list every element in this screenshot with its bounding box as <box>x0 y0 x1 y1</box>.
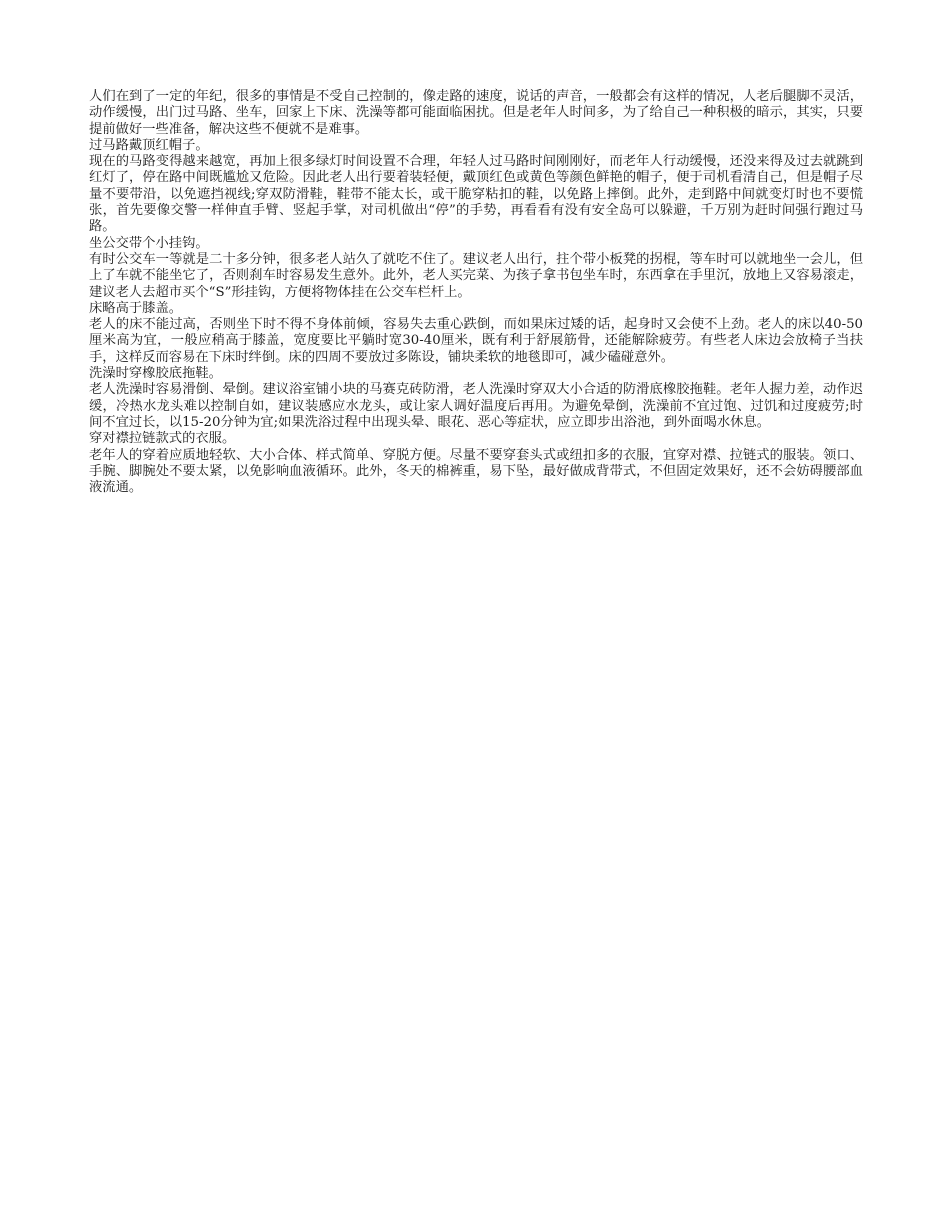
section-body-crossing-road: 现在的马路变得越来越宽，再加上很多绿灯时间设置不合理，年轻人过马路时间刚刚好，而老年人行动缓慢，还没来得及过去就跳到红灯了，停在路中间既尴尬又危险。因此老人出行要着装轻便，戴顶红色或黄色等颜色鲜艳的帽子，便于司机看清自己，但是帽子尽量不要带沿，以免遮挡视线;穿双防滑鞋，鞋带不能太长，或干脆穿粘扣的鞋，以免路上摔倒。此外，走到路中间就变灯时也不要慌张，首先要像交警一样伸直手臂、竖起手掌，对司机做出“停”的手势，再看看有没有安全岛可以躲避，千万别为赶时间强行跑过马路。 <box>89 154 863 235</box>
section-body-clothing: 老年人的穿着应质地轻软、大小合体、样式简单、穿脱方便。尽量不要穿套头式或纽扣多的衣服，宜穿对襟、拉链式的服装。领口、手腕、脚腕处不要太紧，以免影响血液循环。此外，冬天的棉裤重，易下坠，最好做成背带式，不但固定效果好，还不会妨碍腰部血液流通。 <box>89 447 863 496</box>
section-heading-bed: 床略高于膝盖。 <box>89 300 183 316</box>
section-body-bed: 老人的床不能过高，否则坐下时不得不身体前倾，容易失去重心跌倒，而如果床过矮的话，起身时又会使不上劲。老人的床以40-50厘米高为宜，一般应稍高于膝盖，宽度要比平躺时宽30-40厘米，既有利于舒展筋骨，还能解除疲劳。有些老人床边会放椅子当扶手，这样反而容易在下床时绊倒。床的四周不要放过多陈设，铺块柔软的地毯即可，减少磕碰意外。 <box>89 317 863 365</box>
section-heading-bathing: 洗澡时穿橡胶底拖鞋。 <box>89 366 222 382</box>
section-heading-bus: 坐公交带个小挂钩。 <box>89 235 209 251</box>
intro-paragraph: 人们在到了一定的年纪，很多的事情是不受自己控制的，像走路的速度，说话的声音，一般都会有这样的情况，人老后腿脚不灵活，动作缓慢，出门过马路、坐车，回家上下床、洗澡等都可能面临困扰。但是老年人时间多，为了给自己一种积极的暗示，其实，只要提前做好一些准备，解决这些不便就不是难事。 <box>89 89 863 137</box>
section-body-bathing: 老人洗澡时容易滑倒、晕倒。建议浴室铺小块的马赛克砖防滑，老人洗澡时穿双大小合适的防滑底橡胶拖鞋。老年人握力差，动作迟缓，冷热水龙头难以控制自如，建议装感应水龙头，或让家人调好温度后再用。为避免晕倒，洗澡前不宜过饱、过饥和过度疲劳;时间不宜过长，以15-20分钟为宜;如果洗浴过程中出现头晕、眼花、恶心等症状，应立即步出浴池，到外面喝水休息。 <box>89 382 863 430</box>
document-body <box>89 89 863 496</box>
section-body-bus: 有时公交车一等就是二十多分钟，很多老人站久了就吃不住了。建议老人出行，拄个带小板凳的拐棍，等车时可以就地坐一会儿，但上了车就不能坐它了，否则刹车时容易发生意外。此外，老人买完菜、为孩子拿书包坐车时，东西拿在手里沉，放地上又容易滚走，建议老人去超市买个“S”形挂钩，方便将物体挂在公交车栏杆上。 <box>89 251 863 300</box>
section-heading-crossing-road: 过马路戴顶红帽子。 <box>89 137 209 153</box>
section-heading-clothing: 穿对襟拉链款式的衣服。 <box>89 431 236 447</box>
